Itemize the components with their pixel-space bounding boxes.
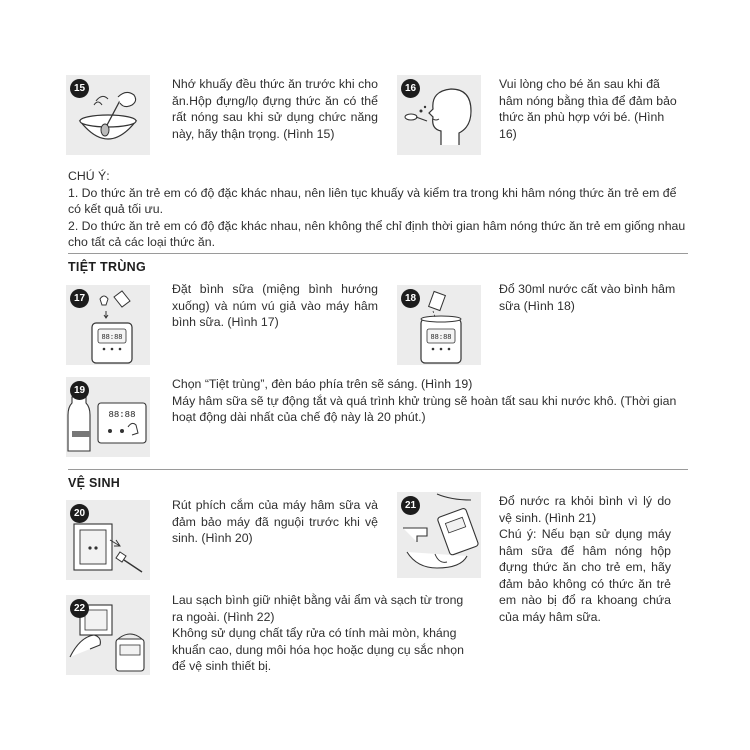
step-number-badge: 21	[401, 496, 420, 515]
step-21-text	[499, 493, 671, 625]
step-19-line-2: Máy hâm sữa sẽ tự động tắt và quá trình khử trùng sẽ hoàn tất sau khi nước khô. (Thời gian hoạt động dài nhất của chế độ này là 20 phút.)	[172, 393, 677, 424]
figure-19	[66, 377, 150, 457]
step-21-line: Đổ nước ra khỏi bình vì lý do vệ sinh. (Hình 21)	[499, 494, 671, 525]
step-15-text: Nhớ khuấy đều thức ăn trước khi cho ăn.Hộp đựng/lọ đựng thức ăn có thể rất nóng sau khi sử dụng chức năng này, hãy thận trọng. (Hình 15)	[172, 77, 378, 141]
figure-16	[397, 75, 481, 155]
caution-note	[68, 168, 688, 251]
caution-line-1: 1. Do thức ăn trẻ em có độ đặc khác nhau, nên liên tục khuấy và kiểm tra trong khi hâm nóng thức ăn trẻ em để có kết quả tối ưu.	[68, 185, 677, 216]
caution-title: CHÚ Ý:	[68, 169, 110, 183]
step-22-line-1: Lau sạch bình giữ nhiệt bằng vải ẩm và sạch từ trong ra ngoài. (Hình 22)	[172, 593, 464, 624]
step-21-note: Chú ý: Nếu bạn sử dụng máy hâm sữa để hâm nóng hộp đựng thức ăn cho trẻ em, hãy đảm bảo không có thức ăn trẻ em nào bị đổ ra khoang chứa của máy hâm sữa.	[499, 527, 671, 624]
step-number-badge: 19	[70, 381, 89, 400]
figure-21	[397, 492, 481, 578]
step-19-text	[172, 376, 684, 426]
step-number-badge: 22	[70, 599, 89, 618]
step-22-line-2: Không sử dụng chất tẩy rửa có tính mài mòn, kháng khuẩn cao, dung môi hóa học hoặc dụng cụ sắc nhọn để vệ sinh thiết bị.	[172, 626, 464, 673]
step-number-badge: 20	[70, 504, 89, 523]
figure-15	[66, 75, 150, 155]
step-20-text: Rút phích cắm của máy hâm sữa và đảm bảo máy đã nguội trước khi vệ sinh. (Hình 20)	[172, 498, 378, 545]
step-16-text: Vui lòng cho bé ăn sau khi đã hâm nóng bằng thìa để đảm bảo thức ăn phù hợp với bé. (Hình 16)	[499, 77, 677, 141]
section-divider	[68, 253, 688, 254]
step-18-text: Đổ 30ml nước cất vào bình hâm sữa (Hình 18)	[499, 282, 676, 313]
section-divider	[68, 469, 688, 470]
figure-18	[397, 285, 481, 365]
caution-line-2: 2. Do thức ăn trẻ em có độ đặc khác nhau, nên không thể chỉ định thời gian hâm nóng thức ăn trẻ em giống nhau cho tất cả các loại thức ăn.	[68, 218, 686, 249]
figure-20	[66, 500, 150, 580]
step-number-badge: 16	[401, 79, 420, 98]
step-19-line-1: Chọn “Tiệt trùng”, đèn báo phía trên sẽ sáng. (Hình 19)	[172, 377, 473, 391]
step-number-badge: 17	[70, 289, 89, 308]
display-digits: 88:88	[430, 334, 452, 342]
section-title-sterilize: TIỆT TRÙNG	[68, 260, 146, 274]
step-17-text: Đặt bình sữa (miệng bình hướng xuống) và núm vú giả vào máy hâm bình sữa. (Hình 17)	[172, 282, 378, 329]
step-number-badge: 15	[70, 79, 89, 98]
section-title-cleaning: VỆ SINH	[68, 476, 121, 490]
step-number-badge: 18	[401, 289, 420, 308]
figure-17	[66, 285, 150, 365]
display-digits: 88:88	[101, 334, 123, 342]
display-digits: 88:88	[108, 410, 136, 420]
step-22-text	[172, 592, 472, 675]
figure-22	[66, 595, 150, 675]
